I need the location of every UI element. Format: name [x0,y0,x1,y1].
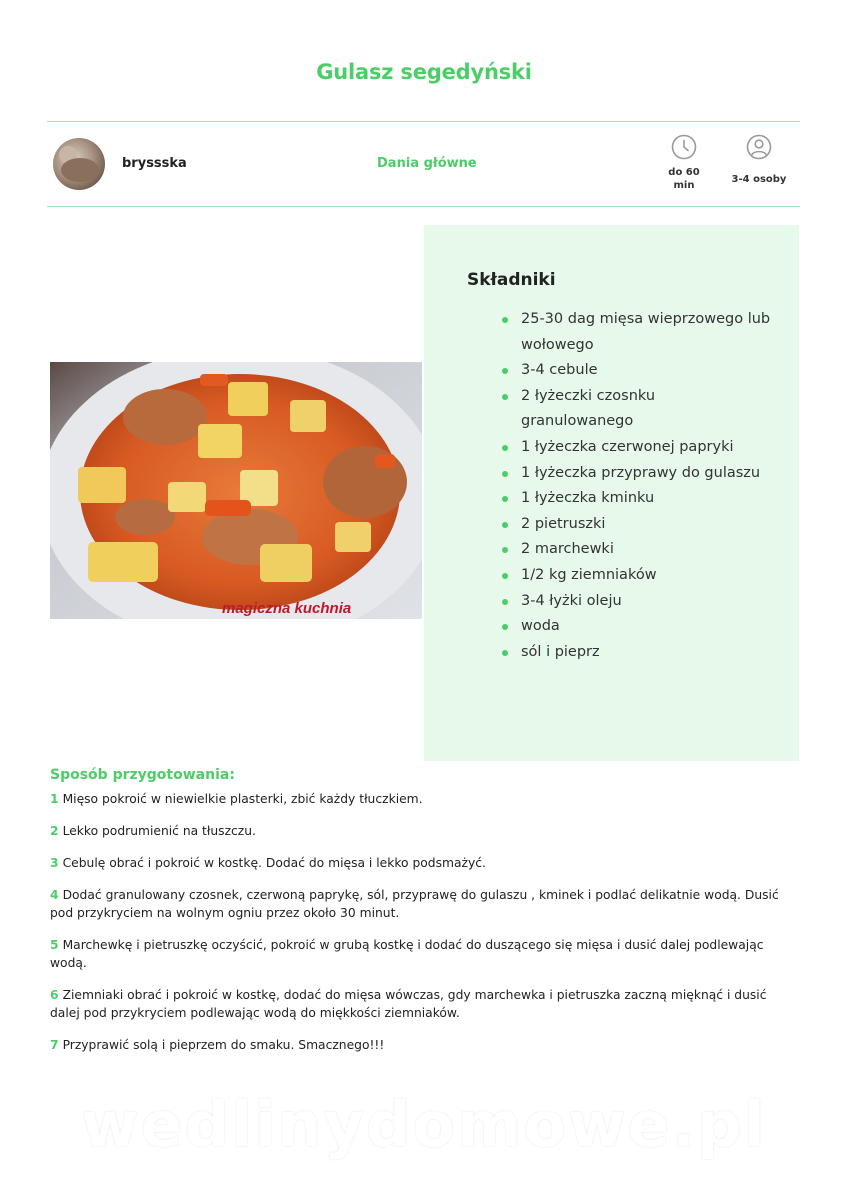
step-number: 6 [50,988,59,1002]
servings [728,134,790,186]
ingredient-item: 25-30 dag mięsa wieprzowego lub wołowego [521,307,771,358]
step-text: Dodać granulowany czosnek, czerwoną paprykę, sól, przyprawę do gulaszu , kminek i podlać delikatnie wodą. Dusić pod przykryciem na wolnym ogniu przez około 30 minut. [50,888,779,920]
ingredient-item: 2 łyżeczki czosnku granulowanego [521,384,771,435]
prep-time [662,134,706,192]
ingredient-item: 2 marchewki [521,537,771,563]
preparation-steps [50,790,798,1068]
ingredients-panel [424,225,799,761]
step-3 [50,854,798,872]
ingredient-item: 1/2 kg ziemniaków [521,563,771,589]
recipe-photo [50,362,422,619]
step-text: Ziemniaki obrać i pokroić w kostkę, dodać do mięsa wówczas, gdy marchewka i pietruszka zaczną mięknąć i dusić dalej pod przykryciem podlewając wodą do miękkości ziemniaków. [50,988,767,1020]
step-2 [50,822,798,840]
clock-icon [671,134,697,160]
time-unit: min [673,180,695,191]
time-value: do 60 [668,167,700,178]
person-icon [746,134,772,160]
top-divider [47,121,800,122]
ingredient-item: sól i pieprz [521,640,771,666]
ingredient-item: 1 łyżeczka przyprawy do gulaszu [521,461,771,487]
author-avatar[interactable] [53,138,105,190]
ingredient-item: 1 łyżeczka kminku [521,486,771,512]
ingredient-item: 3-4 cebule [521,358,771,384]
site-watermark: wedlinydomowe.pl [81,1088,767,1161]
step-number: 5 [50,938,59,952]
step-7 [50,1036,798,1054]
step-number: 1 [50,792,59,806]
step-5 [50,936,798,972]
ingredient-item: woda [521,614,771,640]
step-4 [50,886,798,922]
preparation-title: Sposób przygotowania: [50,767,235,783]
author-name[interactable]: bryssska [122,156,187,171]
step-text: Cebulę obrać i pokroić w kostkę. Dodać do mięsa i lekko podsmażyć. [62,856,486,870]
recipe-category[interactable]: Dania główne [377,156,477,171]
step-text: Marchewkę i pietruszkę oczyścić, pokroić w grubą kostkę i dodać do duszącego się mięsa i dusić dalej podlewając wodą. [50,938,764,970]
ingredient-item: 3-4 łyżki oleju [521,589,771,615]
step-1 [50,790,798,808]
servings-value: 3-4 osoby [731,174,787,185]
recipe-title: Gulasz segedyński [316,60,532,84]
step-text: Lekko podrumienić na tłuszczu. [62,824,256,838]
ingredients-list [521,307,771,665]
ingredients-title: Składniki [467,270,556,290]
photo-watermark: magiczna kuchnia [222,600,352,617]
ingredient-item: 1 łyżeczka czerwonej papryki [521,435,771,461]
step-number: 3 [50,856,59,870]
step-number: 2 [50,824,59,838]
step-text: Przyprawić solą i pieprzem do smaku. Smacznego!!! [62,1038,385,1052]
step-text: Mięso pokroić w niewielkie plasterki, zbić każdy tłuczkiem. [62,792,423,806]
step-number: 7 [50,1038,59,1052]
step-6 [50,986,798,1022]
bottom-divider [47,206,800,207]
ingredient-item: 2 pietruszki [521,512,771,538]
step-number: 4 [50,888,59,902]
